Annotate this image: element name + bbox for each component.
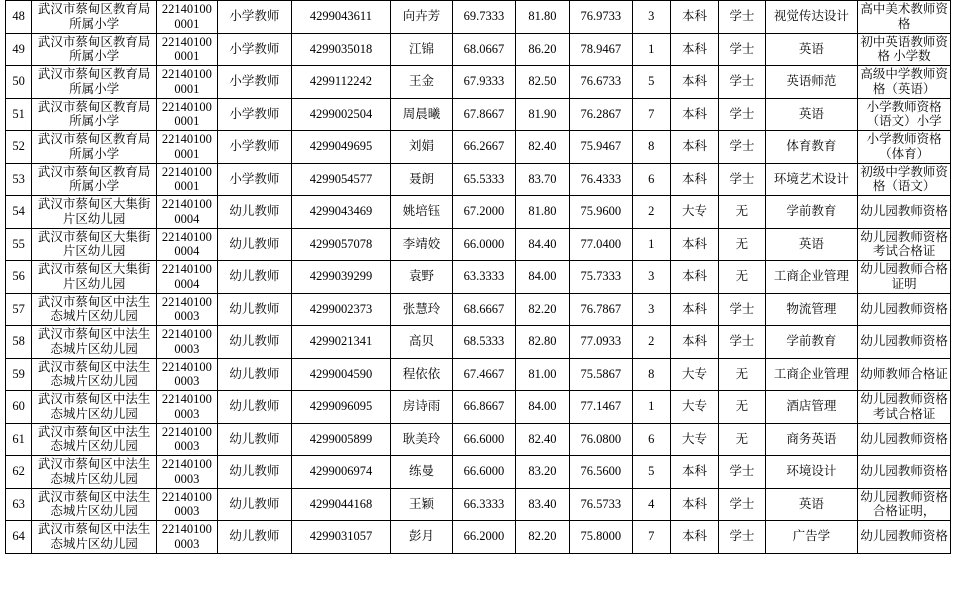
cell-code: 221401000001 [157, 33, 217, 66]
cell-total: 76.4333 [570, 163, 632, 196]
cell-name: 周晨曦 [390, 98, 452, 131]
cell-degree: 学士 [719, 488, 765, 521]
cell-unit: 武汉市蔡甸区中法生态城片区幼儿园 [32, 358, 157, 391]
cell-name: 姚培钰 [390, 196, 452, 229]
cell-edu: 本科 [670, 261, 718, 294]
cell-rank: 1 [632, 228, 670, 261]
cell-written: 69.7333 [453, 1, 515, 34]
cell-written: 67.8667 [453, 98, 515, 131]
cell-degree: 无 [719, 423, 765, 456]
cell-post: 幼儿教师 [217, 293, 292, 326]
cell-id: 4299005899 [292, 423, 391, 456]
cell-written: 66.2667 [453, 131, 515, 164]
cell-code: 221401000004 [157, 196, 217, 229]
cell-edu: 本科 [670, 326, 718, 359]
cell-rank: 4 [632, 488, 670, 521]
cell-id: 4299002504 [292, 98, 391, 131]
cell-rank: 5 [632, 456, 670, 489]
cell-major: 酒店管理 [765, 391, 858, 424]
table-row [6, 358, 951, 391]
cell-name: 王颖 [390, 488, 452, 521]
cell-post: 幼儿教师 [217, 261, 292, 294]
cell-interview: 82.20 [515, 521, 569, 554]
cell-post: 幼儿教师 [217, 196, 292, 229]
table-row [6, 1, 951, 34]
cell-name: 李靖姣 [390, 228, 452, 261]
table-row [6, 163, 951, 196]
cell-degree: 学士 [719, 456, 765, 489]
cell-rank: 8 [632, 131, 670, 164]
cell-total: 76.5600 [570, 456, 632, 489]
cell-code: 221401000003 [157, 326, 217, 359]
cell-rank: 6 [632, 423, 670, 456]
cell-id: 4299043611 [292, 1, 391, 34]
cell-total: 76.2867 [570, 98, 632, 131]
cell-id: 4299039299 [292, 261, 391, 294]
cell-cert: 幼儿园教师资格 [858, 196, 951, 229]
cell-cert: 幼儿园教师资格 [858, 521, 951, 554]
cell-interview: 82.50 [515, 66, 569, 99]
cell-no: 53 [6, 163, 32, 196]
cell-total: 75.9467 [570, 131, 632, 164]
cell-written: 66.6000 [453, 456, 515, 489]
cell-interview: 81.80 [515, 1, 569, 34]
cell-rank: 3 [632, 1, 670, 34]
cell-id: 4299006974 [292, 456, 391, 489]
cell-major: 学前教育 [765, 196, 858, 229]
table-row [6, 423, 951, 456]
cell-post: 小学教师 [217, 1, 292, 34]
cell-written: 65.5333 [453, 163, 515, 196]
cell-rank: 2 [632, 196, 670, 229]
cell-major: 体育教育 [765, 131, 858, 164]
cell-rank: 3 [632, 261, 670, 294]
cell-post: 幼儿教师 [217, 521, 292, 554]
cell-interview: 83.70 [515, 163, 569, 196]
cell-unit: 武汉市蔡甸区中法生态城片区幼儿园 [32, 456, 157, 489]
cell-cert: 幼儿园教师资格 [858, 326, 951, 359]
cell-code: 221401000001 [157, 163, 217, 196]
cell-unit: 武汉市蔡甸区中法生态城片区幼儿园 [32, 423, 157, 456]
cell-post: 小学教师 [217, 131, 292, 164]
cell-written: 66.2000 [453, 521, 515, 554]
cell-no: 55 [6, 228, 32, 261]
cell-edu: 本科 [670, 66, 718, 99]
cell-total: 77.0400 [570, 228, 632, 261]
cell-cert: 高级中学教师资格（英语） [858, 66, 951, 99]
cell-id: 4299044168 [292, 488, 391, 521]
cell-unit: 武汉市蔡甸区中法生态城片区幼儿园 [32, 293, 157, 326]
cell-name: 彭月 [390, 521, 452, 554]
cell-written: 66.3333 [453, 488, 515, 521]
cell-total: 76.7867 [570, 293, 632, 326]
table-row [6, 293, 951, 326]
cell-major: 英语师范 [765, 66, 858, 99]
cell-written: 68.5333 [453, 326, 515, 359]
cell-id: 4299031057 [292, 521, 391, 554]
cell-unit: 武汉市蔡甸区教育局所属小学 [32, 131, 157, 164]
cell-written: 66.6000 [453, 423, 515, 456]
cell-code: 221401000001 [157, 131, 217, 164]
cell-code: 221401000004 [157, 228, 217, 261]
cell-edu: 本科 [670, 293, 718, 326]
cell-post: 幼儿教师 [217, 456, 292, 489]
cell-interview: 82.40 [515, 131, 569, 164]
cell-post: 幼儿教师 [217, 326, 292, 359]
cell-degree: 学士 [719, 66, 765, 99]
cell-degree: 学士 [719, 1, 765, 34]
cell-cert: 幼儿园教师资格 [858, 293, 951, 326]
cell-id: 4299043469 [292, 196, 391, 229]
cell-cert: 小学教师资格（语文）小学 [858, 98, 951, 131]
cell-unit: 武汉市蔡甸区中法生态城片区幼儿园 [32, 391, 157, 424]
cell-unit: 武汉市蔡甸区大集街片区幼儿园 [32, 228, 157, 261]
cell-cert: 幼儿园教师资格考试合格证 [858, 228, 951, 261]
table-row [6, 33, 951, 66]
cell-rank: 8 [632, 358, 670, 391]
cell-cert: 初级中学教师资格（语文） [858, 163, 951, 196]
cell-degree: 无 [719, 261, 765, 294]
cell-code: 221401000003 [157, 391, 217, 424]
recruitment-results-table [5, 0, 951, 554]
cell-id: 4299021341 [292, 326, 391, 359]
cell-rank: 7 [632, 98, 670, 131]
cell-code: 221401000003 [157, 456, 217, 489]
cell-total: 75.8000 [570, 521, 632, 554]
cell-name: 聂朗 [390, 163, 452, 196]
cell-total: 75.7333 [570, 261, 632, 294]
cell-interview: 82.80 [515, 326, 569, 359]
cell-written: 66.8667 [453, 391, 515, 424]
cell-edu: 本科 [670, 488, 718, 521]
cell-degree: 学士 [719, 33, 765, 66]
cell-code: 221401000004 [157, 261, 217, 294]
cell-post: 幼儿教师 [217, 488, 292, 521]
cell-id: 4299002373 [292, 293, 391, 326]
table-body [6, 1, 951, 554]
cell-cert: 幼儿园教师合格证明 [858, 261, 951, 294]
cell-major: 学前教育 [765, 326, 858, 359]
cell-no: 64 [6, 521, 32, 554]
cell-interview: 83.20 [515, 456, 569, 489]
cell-written: 67.9333 [453, 66, 515, 99]
cell-post: 幼儿教师 [217, 391, 292, 424]
cell-no: 52 [6, 131, 32, 164]
cell-written: 63.3333 [453, 261, 515, 294]
cell-unit: 武汉市蔡甸区中法生态城片区幼儿园 [32, 488, 157, 521]
cell-interview: 81.90 [515, 98, 569, 131]
cell-degree: 学士 [719, 293, 765, 326]
cell-edu: 本科 [670, 1, 718, 34]
cell-code: 221401000001 [157, 66, 217, 99]
cell-total: 76.6733 [570, 66, 632, 99]
cell-no: 59 [6, 358, 32, 391]
cell-major: 环境艺术设计 [765, 163, 858, 196]
cell-name: 刘娟 [390, 131, 452, 164]
cell-major: 英语 [765, 33, 858, 66]
cell-no: 58 [6, 326, 32, 359]
table-row [6, 131, 951, 164]
cell-edu: 本科 [670, 456, 718, 489]
cell-no: 49 [6, 33, 32, 66]
cell-degree: 学士 [719, 326, 765, 359]
cell-cert: 幼儿园教师资格合格证明， [858, 488, 951, 521]
cell-major: 英语 [765, 228, 858, 261]
cell-name: 向卉芳 [390, 1, 452, 34]
table-row [6, 98, 951, 131]
cell-no: 48 [6, 1, 32, 34]
cell-degree: 学士 [719, 98, 765, 131]
cell-interview: 83.40 [515, 488, 569, 521]
cell-edu: 本科 [670, 33, 718, 66]
cell-id: 4299035018 [292, 33, 391, 66]
cell-no: 60 [6, 391, 32, 424]
cell-total: 78.9467 [570, 33, 632, 66]
cell-cert: 小学教师资格（体育） [858, 131, 951, 164]
cell-rank: 2 [632, 326, 670, 359]
cell-unit: 武汉市蔡甸区教育局所属小学 [32, 98, 157, 131]
cell-rank: 6 [632, 163, 670, 196]
cell-rank: 7 [632, 521, 670, 554]
cell-edu: 本科 [670, 131, 718, 164]
cell-post: 幼儿教师 [217, 358, 292, 391]
cell-total: 77.1467 [570, 391, 632, 424]
cell-major: 商务英语 [765, 423, 858, 456]
cell-degree: 学士 [719, 163, 765, 196]
cell-major: 视觉传达设计 [765, 1, 858, 34]
cell-total: 75.9600 [570, 196, 632, 229]
cell-id: 4299057078 [292, 228, 391, 261]
cell-major: 工商企业管理 [765, 261, 858, 294]
cell-id: 4299096095 [292, 391, 391, 424]
cell-interview: 82.40 [515, 423, 569, 456]
cell-total: 77.0933 [570, 326, 632, 359]
cell-post: 小学教师 [217, 66, 292, 99]
table-row [6, 456, 951, 489]
cell-written: 66.0000 [453, 228, 515, 261]
cell-interview: 84.00 [515, 391, 569, 424]
cell-name: 江锦 [390, 33, 452, 66]
cell-major: 英语 [765, 488, 858, 521]
cell-interview: 81.80 [515, 196, 569, 229]
cell-degree: 学士 [719, 521, 765, 554]
cell-id: 4299054577 [292, 163, 391, 196]
cell-name: 房诗雨 [390, 391, 452, 424]
cell-code: 221401000003 [157, 358, 217, 391]
cell-no: 50 [6, 66, 32, 99]
cell-code: 221401000003 [157, 488, 217, 521]
cell-post: 小学教师 [217, 163, 292, 196]
cell-written: 67.2000 [453, 196, 515, 229]
cell-edu: 大专 [670, 423, 718, 456]
cell-post: 幼儿教师 [217, 423, 292, 456]
table-row [6, 488, 951, 521]
cell-major: 广告学 [765, 521, 858, 554]
cell-post: 幼儿教师 [217, 228, 292, 261]
cell-degree: 无 [719, 391, 765, 424]
cell-edu: 本科 [670, 228, 718, 261]
cell-degree: 无 [719, 358, 765, 391]
cell-written: 68.0667 [453, 33, 515, 66]
cell-no: 56 [6, 261, 32, 294]
cell-interview: 84.40 [515, 228, 569, 261]
cell-major: 环境设计 [765, 456, 858, 489]
cell-no: 63 [6, 488, 32, 521]
cell-cert: 幼儿园教师资格 [858, 456, 951, 489]
cell-total: 76.0800 [570, 423, 632, 456]
cell-edu: 本科 [670, 163, 718, 196]
cell-edu: 大专 [670, 358, 718, 391]
cell-edu: 大专 [670, 196, 718, 229]
cell-edu: 大专 [670, 391, 718, 424]
cell-no: 54 [6, 196, 32, 229]
cell-degree: 无 [719, 196, 765, 229]
cell-total: 76.9733 [570, 1, 632, 34]
cell-written: 68.6667 [453, 293, 515, 326]
cell-no: 61 [6, 423, 32, 456]
cell-id: 4299004590 [292, 358, 391, 391]
cell-name: 练曼 [390, 456, 452, 489]
cell-cert: 高中美术教师资格 [858, 1, 951, 34]
cell-id: 4299112242 [292, 66, 391, 99]
cell-no: 62 [6, 456, 32, 489]
cell-interview: 82.20 [515, 293, 569, 326]
cell-name: 袁野 [390, 261, 452, 294]
cell-name: 高贝 [390, 326, 452, 359]
cell-unit: 武汉市蔡甸区大集街片区幼儿园 [32, 196, 157, 229]
cell-id: 4299049695 [292, 131, 391, 164]
cell-rank: 3 [632, 293, 670, 326]
cell-cert: 初中英语教师资格 小学数 [858, 33, 951, 66]
table-row [6, 326, 951, 359]
cell-name: 耿美玲 [390, 423, 452, 456]
cell-written: 67.4667 [453, 358, 515, 391]
cell-post: 小学教师 [217, 33, 292, 66]
table-row [6, 391, 951, 424]
table-row [6, 261, 951, 294]
cell-name: 程依依 [390, 358, 452, 391]
cell-unit: 武汉市蔡甸区教育局所属小学 [32, 33, 157, 66]
table-row [6, 66, 951, 99]
cell-code: 221401000001 [157, 98, 217, 131]
cell-code: 221401000003 [157, 521, 217, 554]
cell-no: 57 [6, 293, 32, 326]
cell-no: 51 [6, 98, 32, 131]
cell-cert: 幼师教师合格证 [858, 358, 951, 391]
cell-unit: 武汉市蔡甸区大集街片区幼儿园 [32, 261, 157, 294]
table-row [6, 196, 951, 229]
cell-rank: 1 [632, 33, 670, 66]
cell-code: 221401000001 [157, 1, 217, 34]
cell-rank: 5 [632, 66, 670, 99]
cell-major: 物流管理 [765, 293, 858, 326]
table-row [6, 228, 951, 261]
cell-rank: 1 [632, 391, 670, 424]
table-row [6, 521, 951, 554]
cell-unit: 武汉市蔡甸区中法生态城片区幼儿园 [32, 326, 157, 359]
cell-unit: 武汉市蔡甸区教育局所属小学 [32, 1, 157, 34]
cell-edu: 本科 [670, 98, 718, 131]
cell-total: 75.5867 [570, 358, 632, 391]
cell-major: 工商企业管理 [765, 358, 858, 391]
cell-post: 小学教师 [217, 98, 292, 131]
cell-code: 221401000003 [157, 293, 217, 326]
cell-total: 76.5733 [570, 488, 632, 521]
cell-unit: 武汉市蔡甸区教育局所属小学 [32, 163, 157, 196]
cell-code: 221401000003 [157, 423, 217, 456]
cell-unit: 武汉市蔡甸区教育局所属小学 [32, 66, 157, 99]
cell-degree: 学士 [719, 131, 765, 164]
cell-unit: 武汉市蔡甸区中法生态城片区幼儿园 [32, 521, 157, 554]
cell-interview: 81.00 [515, 358, 569, 391]
cell-degree: 无 [719, 228, 765, 261]
cell-name: 王金 [390, 66, 452, 99]
cell-cert: 幼儿园教师资格 [858, 423, 951, 456]
cell-cert: 幼儿园教师资格考试合格证 [858, 391, 951, 424]
cell-major: 英语 [765, 98, 858, 131]
cell-edu: 本科 [670, 521, 718, 554]
cell-name: 张慧玲 [390, 293, 452, 326]
cell-interview: 86.20 [515, 33, 569, 66]
cell-interview: 84.00 [515, 261, 569, 294]
